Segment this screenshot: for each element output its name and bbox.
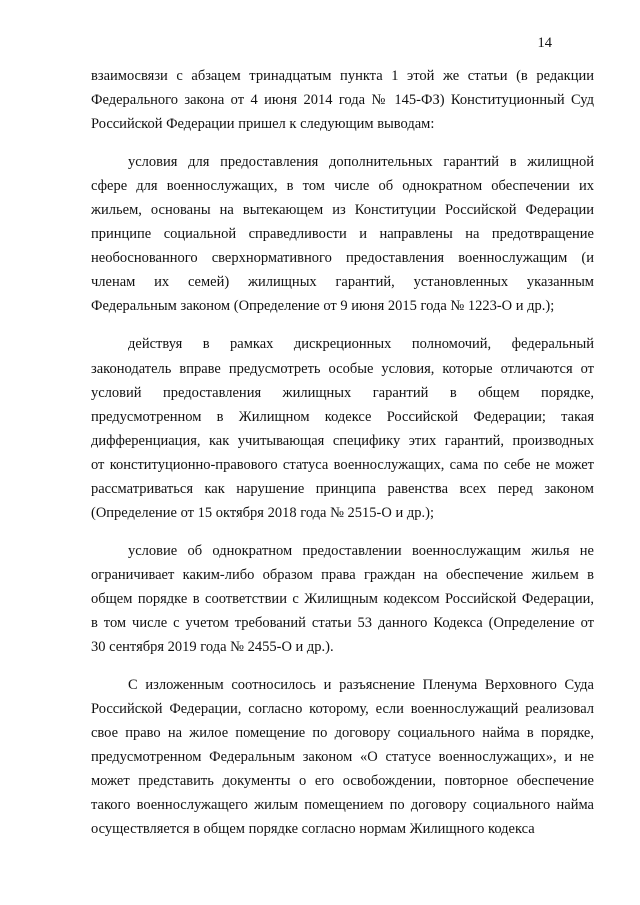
text-line: необоснованного сверхнормативного предоставления военнослужащим (и [91, 250, 594, 267]
text-line: С изложенным соотносилось и разъяснение Пленума Верховного Суда [128, 677, 594, 694]
text-line: в том числе с учетом требований статьи 53 данного Кодекса (Определение от [91, 614, 594, 631]
text-line: Российской Федерации пришел к следующим выводам: [91, 116, 435, 133]
text-line: Федеральным законом (Определение от 9 июня 2015 года № 1223-О и др.); [91, 298, 555, 315]
paragraph-gap [91, 318, 594, 332]
text-line: Российской Федерации, согласно которому, если военнослужащий реализовал [91, 701, 594, 718]
text-line: сфере для военнослужащих, в том числе об однократном обеспечении их [91, 178, 594, 195]
text-line: дифференциация, как учитывающая специфику этих гарантий, производных [91, 432, 594, 449]
text-line: (Определение от 15 октября 2018 года № 2515-О и др.); [91, 504, 434, 521]
document-body [91, 64, 594, 841]
text-line: свое право на жилое помещение по договору социального найма в порядке, [91, 725, 594, 742]
text-line: предусмотренном в Жилищном кодексе Российской Федерации; такая [91, 408, 594, 425]
text-line: Федерального закона от 4 июня 2014 года № 145-ФЗ) Конституционный Суд [91, 92, 594, 109]
text-line: рассматриваться как нарушение принципа равенства всех перед законом [91, 480, 594, 497]
text-line: принципе социальной справедливости и направлены на предотвращение [91, 226, 594, 243]
paragraph-gap [91, 659, 594, 673]
text-line: условие об однократном предоставлении военнослужащим жилья не [128, 542, 594, 559]
text-line: ограничивает каким-либо образом права граждан на обеспечение жильем в [91, 566, 594, 583]
text-line: общем порядке в соответствии с Жилищным кодексом Российской Федерации, [91, 590, 594, 607]
text-line: может представить документы о его освобождении, повторное обеспечение [91, 773, 594, 790]
text-line: условия для предоставления дополнительных гарантий в жилищной [128, 154, 594, 171]
paragraph [91, 150, 594, 318]
paragraph [91, 673, 594, 841]
paragraph-gap [91, 525, 594, 539]
text-line: взаимосвязи с абзацем тринадцатым пункта 1 этой же статьи (в редакции [91, 68, 594, 84]
text-line: осуществляется в общем порядке согласно нормам Жилищного кодекса [91, 821, 535, 838]
text-line: условий предоставления жилищных гарантий в общем порядке, [91, 384, 594, 401]
text-line: от конституционно-правового статуса военнослужащих, сама по себе не может [91, 456, 594, 473]
text-line: действуя в рамках дискреционных полномочий, федеральный [128, 336, 594, 353]
paragraph [91, 539, 594, 659]
paragraph [91, 332, 594, 524]
text-line: такого военнослужащего жилым помещением по договору социального найма [91, 797, 594, 814]
text-line: законодатель вправе предусмотреть особые условия, которые отличаются от [91, 360, 594, 377]
paragraph-gap [91, 136, 594, 150]
page-number: 14 [537, 35, 552, 51]
text-line: предусмотренном Федеральным законом «О статусе военнослужащих», и не [91, 749, 594, 766]
paragraph [91, 64, 594, 136]
text-line: членам их семей) жилищных гарантий, установленных указанным [91, 274, 594, 291]
text-line: жильем, основаны на вытекающем из Конституции Российской Федерации [91, 202, 594, 219]
text-line: 30 сентября 2019 года № 2455-О и др.). [91, 639, 334, 656]
